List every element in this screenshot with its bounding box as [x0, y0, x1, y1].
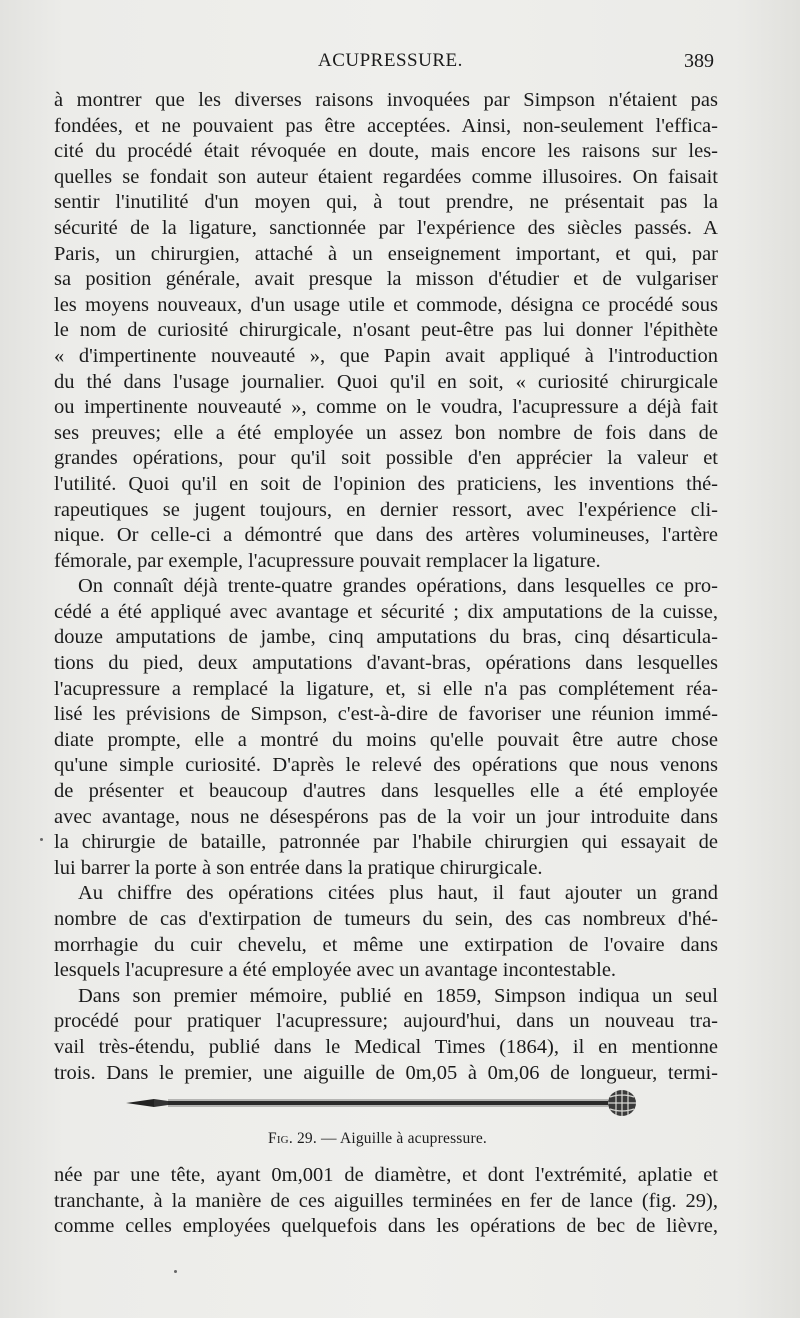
body-text	[54, 88, 718, 1086]
paragraph-end-line: lui barrer la porte à son entrée dans la pratique chirurgicale.	[54, 856, 543, 879]
paper-speck	[174, 1270, 177, 1273]
running-title: ACUPRESSURE.	[318, 50, 463, 71]
text-line: fondées, et ne pouvaient pas être acceptées. Ainsi, non-seulement l'effica-	[54, 114, 718, 137]
text-line: nombre de cas d'extirpation de tumeurs du sein, des cas nombreux d'hé-	[54, 908, 718, 930]
paper-speck	[40, 838, 43, 841]
text-line: procédé pour pratiquer l'acupressure; aujourd'hui, dans un nouveau tra-	[54, 1010, 718, 1033]
text-line: cité du procédé était révoquée en doute, mais encore les raisons sur les-	[54, 140, 718, 163]
text-line: quelles se fondait son auteur étaient regardées comme illusoires. On faisait	[54, 165, 718, 188]
text-line: Paris, un chirurgien, attaché à un enseignement important, et qui, par	[54, 242, 718, 265]
text-line: grandes opérations, pour qu'il soit possible d'en apprécier la valeur et	[54, 447, 718, 470]
text-line: l'acupressure a remplacé la ligature, et, si elle n'a pas complétement réa-	[54, 677, 718, 700]
text-line: morrhagie du cuir chevelu, et même une extirpation de l'ovaire dans	[54, 933, 718, 956]
text-line: trois. Dans le premier, une aiguille de 0m,05 à 0m,06 de longueur, termi-	[54, 1061, 718, 1084]
text-line: « d'impertinente nouveauté », que Papin avait appliqué à l'introduction	[54, 344, 718, 367]
acupressure-needle-illustration	[124, 1084, 644, 1120]
paragraph-start-line: On connaît déjà trente-quatre grandes opérations, dans lesquelles ce pro-	[78, 575, 718, 598]
paragraph-start-line: Dans son premier mémoire, publié en 1859, Simpson indiqua un seul	[78, 984, 718, 1007]
text-line: qu'une simple curiosité. D'après le relevé des opérations que nous venons	[54, 754, 718, 777]
text-line: tions du pied, deux amputations d'avant-bras, opérations dans lesquelles	[54, 652, 718, 675]
paragraph-end-line: fémorale, par exemple, l'acupressure pouvait remplacer la ligature.	[54, 549, 601, 572]
text-line: sentir l'inutilité d'un moyen qui, à tout prendre, ne présentait pas la	[54, 191, 718, 214]
text-line: de présenter et beaucoup d'autres dans lesquelles elle a été employée	[54, 780, 718, 803]
text-line: le nom de curiosité chirurgicale, n'osant peut-être pas lui donner l'épithète	[54, 319, 718, 342]
text-line: cédé a été appliqué avec avantage et sécurité ; dix amputations de la cuisse,	[54, 600, 718, 623]
needle-icon	[124, 1084, 644, 1120]
text-line: tranchante, à la manière de ces aiguilles terminées en fer de lance (fig. 29),	[54, 1189, 718, 1212]
paragraph-start-line: Au chiffre des opérations citées plus haut, il faut ajouter un grand	[78, 882, 718, 905]
page-number: 389	[684, 50, 714, 72]
paragraph-end-line: lesquels l'acupresure a été employée avec un avantage incontestable.	[54, 959, 617, 982]
text-line: sa position générale, avait presque la misson d'étudier et de vulgariser	[54, 268, 718, 291]
text-line: comme celles employées quelquefois dans les opérations de bec de lièvre,	[54, 1215, 718, 1238]
figure-29	[0, 1080, 800, 1150]
text-line: sécurité de la ligature, sanctionnée par l'expérience des siècles passés. A	[54, 216, 718, 239]
text-line: du thé dans l'usage journalier. Quoi qu'il en soit, « curiosité chirurgicale	[54, 370, 718, 393]
text-line: nique. Or celle-ci a démontré que dans des artères volumineuses, l'artère	[54, 524, 718, 547]
text-line: lisé les prévisions de Simpson, c'est-à-dire de favoriser une réunion immé-	[54, 703, 718, 726]
text-line: ou impertinente nouveauté », comme on le voudra, l'acupressure a déjà fait	[54, 396, 718, 419]
text-line: vail très-étendu, publié dans le Medical Times (1864), il en mentionne	[54, 1035, 718, 1058]
page-header	[0, 50, 800, 80]
text-line: rapeutiques se jugent toujours, en dernier ressort, avec l'expérience cli-	[54, 498, 718, 521]
text-line: l'utilité. Quoi qu'il en soit de l'opinion des praticiens, les inventions thé-	[54, 472, 718, 495]
text-line: diate prompte, elle a montré du moins qu'elle pouvait être autre chose	[54, 728, 718, 751]
text-line: née par une tête, ayant 0m,001 de diamètre, et dont l'extrémité, aplatie et	[54, 1164, 718, 1186]
body-text-continued	[54, 1163, 718, 1240]
text-line: avec avantage, nous ne désespérons pas de la voir un jour introduite dans	[54, 805, 718, 828]
figure-label: Fig. 29.	[268, 1130, 317, 1147]
figure-caption	[268, 1130, 487, 1148]
text-line: les moyens nouveaux, d'un usage utile et commode, désigna ce procédé sous	[54, 293, 718, 316]
text-line: douze amputations de jambe, cinq amputations du bras, cinq désarticula-	[54, 626, 718, 649]
text-line: ses preuves; elle a été employée un assez bon nombre de fois dans de	[54, 421, 718, 444]
text-line: à montrer que les diverses raisons invoquées par Simpson n'étaient pas	[54, 89, 718, 111]
text-line: la chirurgie de bataille, patronnée par l'habile chirurgien qui essayait de	[54, 831, 718, 854]
figure-caption-text: — Aiguille à acupressure.	[316, 1130, 488, 1147]
